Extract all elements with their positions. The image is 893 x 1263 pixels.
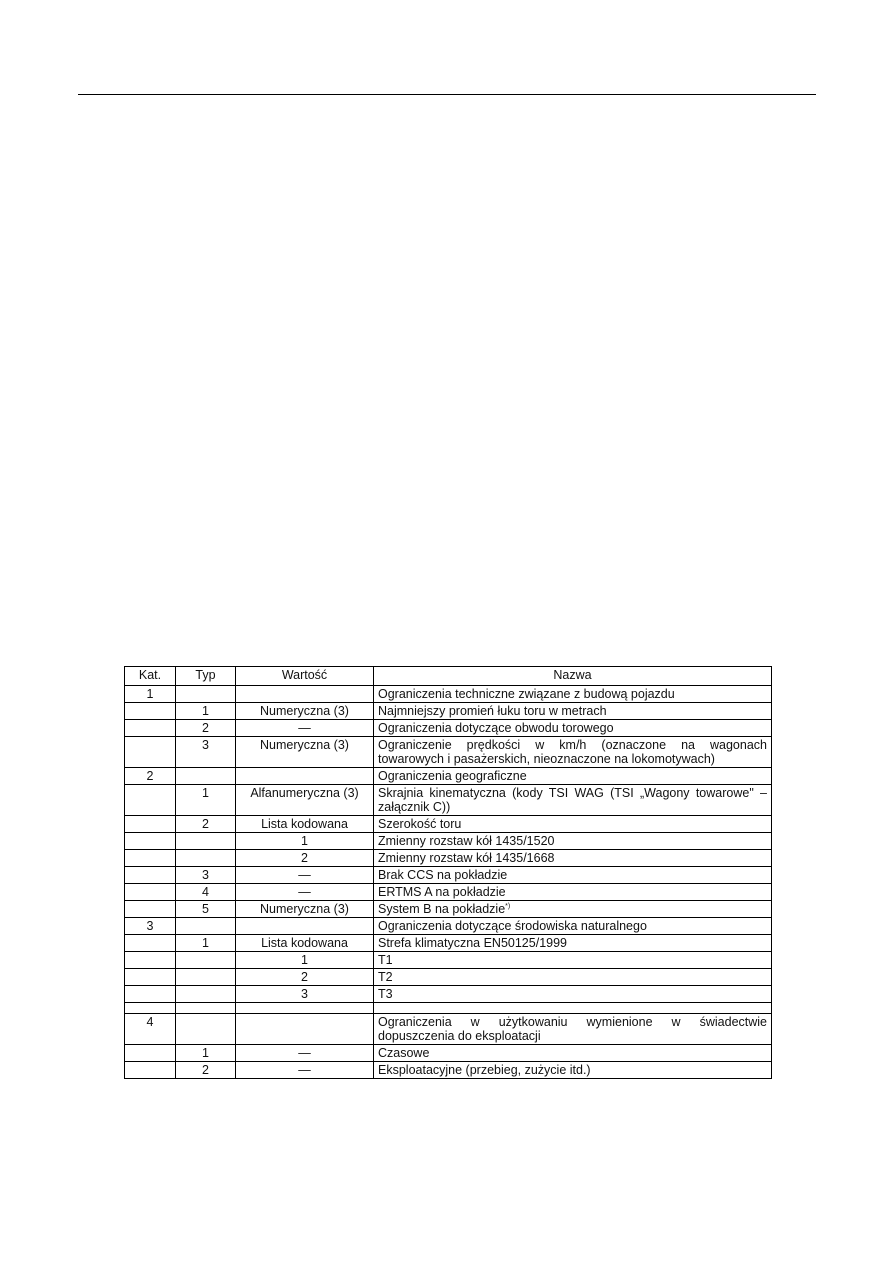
cell-wartosc — [236, 816, 374, 833]
cell-typ — [176, 986, 236, 1003]
cell-nazwa — [374, 720, 772, 737]
cell-wartosc — [236, 867, 374, 884]
cell-nazwa-text: T2 — [378, 970, 393, 984]
cell-kat — [125, 1003, 176, 1014]
cell-nazwa — [374, 1062, 772, 1079]
table-row — [125, 720, 772, 737]
footnote-marker: *) — [505, 902, 511, 910]
cell-kat — [125, 1045, 176, 1062]
cell-typ — [176, 737, 236, 768]
cell-nazwa-text: Skrajnia kinematyczna (kody TSI WAG (TSI „Wagony towarowe" – załącznik C)) — [378, 786, 767, 814]
cell-wartosc — [236, 737, 374, 768]
cell-nazwa — [374, 785, 772, 816]
table-row — [125, 737, 772, 768]
cell-nazwa-text: Eksploatacyjne (przebieg, zużycie itd.) — [378, 1063, 591, 1077]
header-nazwa: Nazwa — [374, 667, 772, 686]
cell-nazwa-text: Ograniczenia w użytkowaniu wymienione w świadectwie dopuszczenia do eksploatacji — [378, 1015, 767, 1043]
cell-wartosc-text: Numeryczna (3) — [260, 902, 349, 916]
cell-kat — [125, 884, 176, 901]
cell-typ — [176, 1045, 236, 1062]
cell-nazwa — [374, 737, 772, 768]
table-header-row — [125, 667, 772, 686]
cell-typ — [176, 952, 236, 969]
cell-nazwa — [374, 1045, 772, 1062]
cell-nazwa — [374, 686, 772, 703]
cell-wartosc — [236, 986, 374, 1003]
cell-typ — [176, 1014, 236, 1045]
cell-kat — [125, 816, 176, 833]
header-kat: Kat. — [125, 667, 176, 686]
cell-typ — [176, 816, 236, 833]
cell-wartosc-text: — — [298, 1063, 311, 1077]
cell-kat — [125, 952, 176, 969]
cell-kat — [125, 1062, 176, 1079]
table-row — [125, 867, 772, 884]
table-row — [125, 816, 772, 833]
cell-nazwa-text: Ograniczenia geograficzne — [378, 769, 527, 783]
cell-typ-text: 1 — [202, 936, 209, 950]
cell-nazwa-text: Brak CCS na pokładzie — [378, 868, 508, 882]
cell-nazwa-text: ERTMS A na pokładzie — [378, 885, 506, 899]
cell-typ — [176, 785, 236, 816]
cell-typ-text: 2 — [202, 1063, 209, 1077]
cell-typ-text: 2 — [202, 721, 209, 735]
cell-kat — [125, 969, 176, 986]
table-row — [125, 952, 772, 969]
cell-wartosc — [236, 969, 374, 986]
table-row — [125, 986, 772, 1003]
cell-kat — [125, 901, 176, 918]
cell-typ — [176, 884, 236, 901]
cell-nazwa — [374, 703, 772, 720]
cell-wartosc-text: 1 — [301, 834, 308, 848]
cell-nazwa — [374, 867, 772, 884]
cell-kat-text: 2 — [146, 769, 154, 783]
cell-wartosc-text: — — [298, 885, 311, 899]
cell-nazwa — [374, 884, 772, 901]
cell-typ-text: 3 — [202, 738, 209, 752]
cell-wartosc — [236, 1062, 374, 1079]
cell-typ-text: 3 — [202, 868, 209, 882]
cell-nazwa-text: Strefa klimatyczna EN50125/1999 — [378, 936, 567, 950]
cell-typ-text: 1 — [202, 1046, 209, 1060]
cell-kat-text: 3 — [146, 919, 154, 933]
table-row — [125, 1062, 772, 1079]
cell-wartosc-text: 2 — [301, 851, 308, 865]
cell-wartosc — [236, 833, 374, 850]
cell-wartosc — [236, 1045, 374, 1062]
cell-nazwa — [374, 986, 772, 1003]
cell-kat — [125, 918, 176, 935]
cell-typ — [176, 1062, 236, 1079]
table-row — [125, 833, 772, 850]
cell-kat — [125, 737, 176, 768]
table-row — [125, 918, 772, 935]
cell-typ — [176, 850, 236, 867]
cell-nazwa — [374, 918, 772, 935]
cell-nazwa — [374, 833, 772, 850]
cell-kat-text: 1 — [146, 687, 154, 701]
cell-nazwa — [374, 768, 772, 785]
cell-nazwa — [374, 1003, 772, 1014]
cell-wartosc — [236, 785, 374, 816]
cell-wartosc-text: Alfanumeryczna (3) — [250, 786, 359, 800]
cell-wartosc-text: Numeryczna (3) — [260, 704, 349, 718]
cell-kat — [125, 867, 176, 884]
cell-nazwa — [374, 952, 772, 969]
cell-kat — [125, 785, 176, 816]
header-typ: Typ — [176, 667, 236, 686]
cell-wartosc — [236, 703, 374, 720]
cell-typ-text: 5 — [202, 902, 209, 916]
header-wartosc: Wartość — [236, 667, 374, 686]
table-row — [125, 1045, 772, 1062]
restrictions-table — [124, 666, 772, 1079]
table-body — [125, 686, 772, 1079]
cell-wartosc-text: — — [298, 721, 311, 735]
cell-typ — [176, 1003, 236, 1014]
cell-wartosc — [236, 935, 374, 952]
cell-wartosc — [236, 850, 374, 867]
cell-wartosc — [236, 901, 374, 918]
cell-kat — [125, 850, 176, 867]
cell-nazwa-text: Ograniczenia dotyczące obwodu torowego — [378, 721, 614, 735]
cell-nazwa-text: System B na pokładzie — [378, 902, 506, 916]
cell-nazwa-text: Ograniczenie prędkości w km/h (oznaczone na wagonach towarowych i pasażerskich, nieoznaczone na lokomotywach) — [378, 738, 767, 766]
cell-typ-text: 1 — [202, 704, 209, 718]
cell-wartosc — [236, 1014, 374, 1045]
table-row — [125, 785, 772, 816]
cell-typ — [176, 918, 236, 935]
cell-typ-text: 2 — [202, 817, 209, 831]
cell-wartosc-text: — — [298, 868, 311, 882]
cell-nazwa-text: T3 — [378, 987, 393, 1001]
cell-wartosc-text: 2 — [301, 970, 308, 984]
cell-kat — [125, 986, 176, 1003]
cell-nazwa-text: Szerokość toru — [378, 817, 462, 831]
cell-typ — [176, 901, 236, 918]
table-row — [125, 703, 772, 720]
cell-kat — [125, 935, 176, 952]
cell-nazwa-text: Ograniczenia techniczne związane z budową pojazdu — [378, 687, 675, 701]
cell-nazwa-text: Ograniczenia dotyczące środowiska naturalnego — [378, 919, 647, 933]
table-row — [125, 901, 772, 918]
cell-kat — [125, 720, 176, 737]
table-row — [125, 768, 772, 785]
cell-nazwa — [374, 816, 772, 833]
cell-wartosc-text: 3 — [301, 987, 308, 1001]
cell-wartosc-text: Lista kodowana — [261, 817, 348, 831]
table-row — [125, 935, 772, 952]
cell-wartosc-text: — — [298, 1046, 311, 1060]
table-row — [125, 686, 772, 703]
cell-nazwa — [374, 850, 772, 867]
cell-kat — [125, 703, 176, 720]
cell-typ — [176, 703, 236, 720]
cell-wartosc — [236, 918, 374, 935]
cell-typ — [176, 833, 236, 850]
cell-kat — [125, 833, 176, 850]
table-row — [125, 850, 772, 867]
cell-nazwa — [374, 969, 772, 986]
cell-nazwa-text: Czasowe — [378, 1046, 430, 1060]
cell-typ — [176, 935, 236, 952]
cell-nazwa-text: Zmienny rozstaw kół 1435/1668 — [378, 851, 555, 865]
cell-nazwa-text: Zmienny rozstaw kół 1435/1520 — [378, 834, 555, 848]
cell-kat — [125, 768, 176, 785]
table-row — [125, 969, 772, 986]
cell-wartosc-text: Numeryczna (3) — [260, 738, 349, 752]
table-row-empty — [125, 1003, 772, 1014]
cell-wartosc-text: 1 — [301, 953, 308, 967]
cell-typ — [176, 768, 236, 785]
cell-kat — [125, 686, 176, 703]
cell-wartosc — [236, 720, 374, 737]
table-row — [125, 884, 772, 901]
cell-nazwa — [374, 935, 772, 952]
cell-typ — [176, 686, 236, 703]
cell-wartosc — [236, 768, 374, 785]
cell-nazwa — [374, 1014, 772, 1045]
cell-kat — [125, 1014, 176, 1045]
cell-kat-text: 4 — [146, 1015, 154, 1029]
cell-nazwa-text: T1 — [378, 953, 393, 967]
table-row — [125, 1014, 772, 1045]
cell-wartosc-text: Lista kodowana — [261, 936, 348, 950]
cell-wartosc — [236, 952, 374, 969]
cell-typ-text: 1 — [202, 786, 209, 800]
cell-wartosc — [236, 686, 374, 703]
cell-wartosc — [236, 884, 374, 901]
cell-typ — [176, 969, 236, 986]
cell-nazwa-text: Najmniejszy promień łuku toru w metrach — [378, 704, 607, 718]
cell-wartosc — [236, 1003, 374, 1014]
cell-typ-text: 4 — [202, 885, 209, 899]
cell-nazwa — [374, 901, 772, 918]
cell-typ — [176, 720, 236, 737]
cell-typ — [176, 867, 236, 884]
header-rule — [78, 94, 816, 95]
